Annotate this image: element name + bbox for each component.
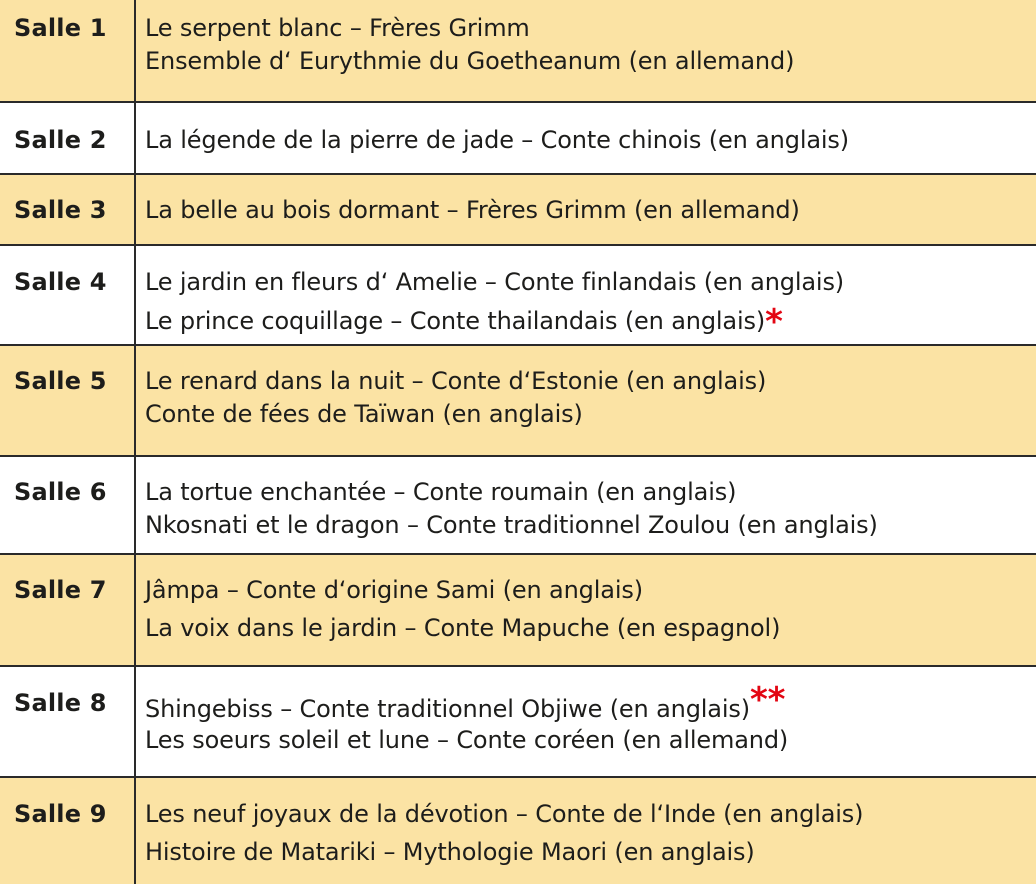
room-label: Salle 9	[14, 800, 107, 828]
room-label: Salle 3	[14, 196, 107, 224]
program-line: Ensemble d‘ Eurythmie du Goetheanum (en allemand)	[145, 47, 795, 75]
program-line: Le jardin en fleurs d‘ Amelie – Conte finlandais (en anglais)	[145, 268, 845, 296]
program-line: Les neuf joyaux de la dévotion – Conte de l‘Inde (en anglais)	[145, 800, 864, 828]
table-row-salle-7	[0, 555, 1036, 665]
program-line-text: Shingebiss – Conte traditionnel Objiwe (en anglais)	[145, 695, 750, 723]
table-row-salle-9	[0, 778, 1036, 884]
room-label: Salle 6	[14, 478, 107, 506]
program-line: Nkosnati et le dragon – Conte traditionnel Zoulou (en anglais)	[145, 511, 878, 539]
double-asterisk-mark: **	[749, 680, 786, 720]
column-divider	[134, 0, 136, 884]
room-label: Salle 4	[14, 268, 107, 296]
program-line: Le renard dans la nuit – Conte d‘Estonie (en anglais)	[145, 367, 767, 395]
asterisk-mark: *	[765, 302, 783, 342]
program-line: Le serpent blanc – Frères Grimm	[145, 14, 530, 42]
program-line-text: Le prince coquillage – Conte thailandais (en anglais)	[145, 307, 766, 335]
program-line: Histoire de Matariki – Mythologie Maori (en anglais)	[145, 838, 755, 866]
program-line: La voix dans le jardin – Conte Mapuche (en espagnol)	[145, 614, 781, 642]
program-line: La belle au bois dormant – Frères Grimm (en allemand)	[145, 196, 800, 224]
program-line-with-mark	[145, 680, 786, 723]
program-line: Conte de fées de Taïwan (en anglais)	[145, 400, 583, 428]
room-label: Salle 5	[14, 367, 107, 395]
room-label: Salle 8	[14, 689, 107, 717]
program-line: La tortue enchantée – Conte roumain (en anglais)	[145, 478, 737, 506]
program-line: Les soeurs soleil et lune – Conte coréen (en allemand)	[145, 726, 789, 754]
room-label: Salle 2	[14, 126, 107, 154]
program-line: Jâmpa – Conte d‘origine Sami (en anglais)	[145, 576, 643, 604]
room-label: Salle 7	[14, 576, 107, 604]
program-line-with-mark	[145, 301, 783, 342]
room-label: Salle 1	[14, 14, 107, 42]
program-line: La légende de la pierre de jade – Conte chinois (en anglais)	[145, 126, 849, 154]
